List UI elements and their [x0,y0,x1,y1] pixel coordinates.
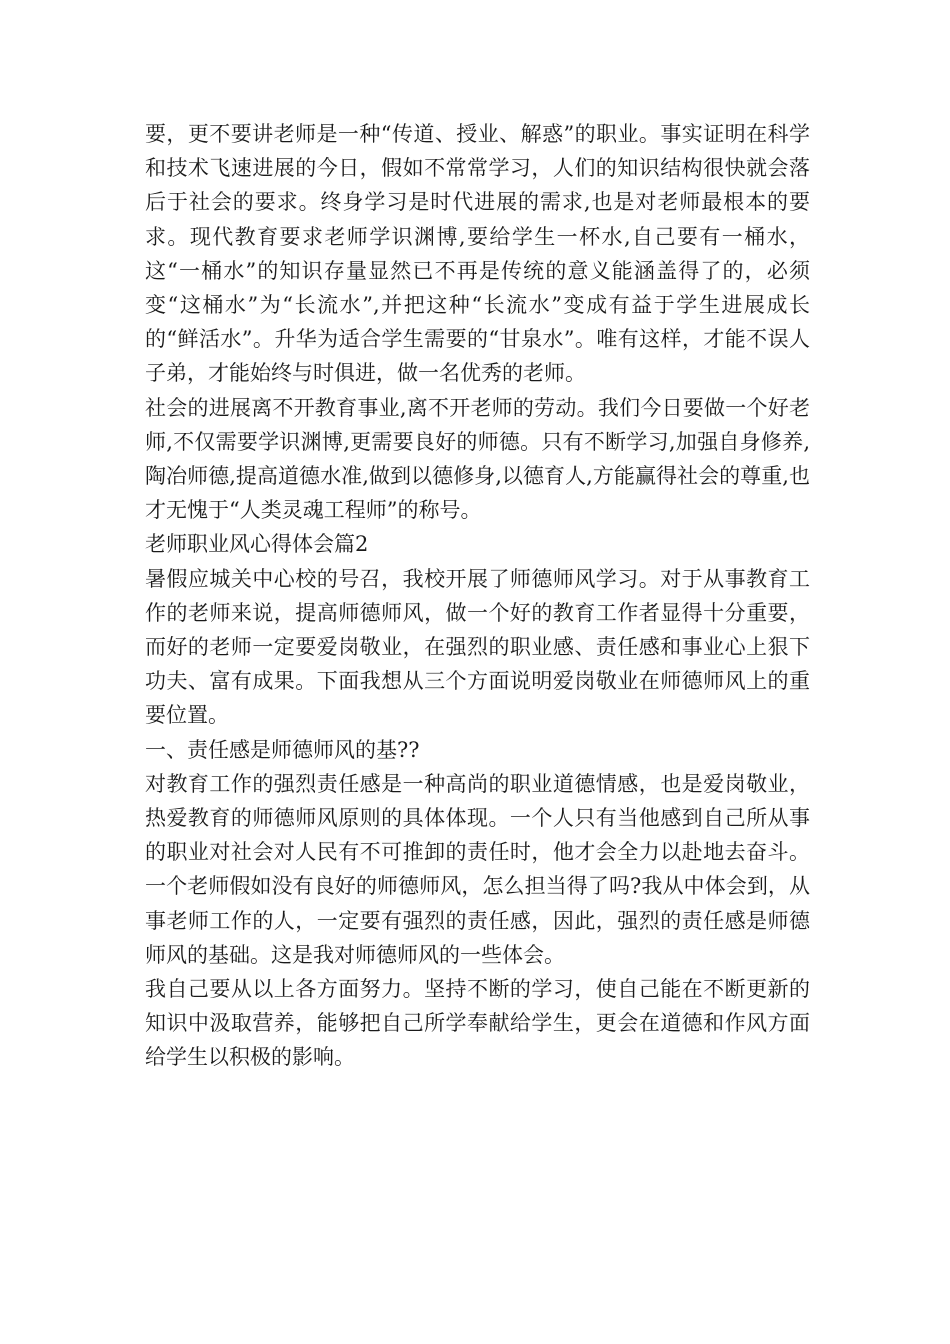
paragraph-social-development: 社会的进展离不开教育事业,离不开老师的劳动。我们今日要做一个好老师,不仅需要学识渊博,更需要良好的师德。只有不断学习,加强自身修养,陶冶师德,提高道德水准,做到以德修身,以德育人,方能赢得社会的尊重,也才无愧于“人类灵魂工程师”的称号。 [145,395,810,523]
paragraph-conclusion: 我自己要从以上各方面努力。坚持不断的学习，使自己能在不断更新的知识中汲取营养，能够把自己所学奉献给学生，更会在道德和作风方面给学生以积极的影响。 [145,977,810,1070]
paragraph-responsibility: 对教育工作的强烈责任感是一种高尚的职业道德情感，也是爱岗敬业，热爱教育的师德师风原则的具体体现。一个人只有当他感到自己所从事的职业对社会对人民有不可推卸的责任时，他才会全力以赴地去奋斗。一个老师假如没有良好的师德师风，怎么担当得了吗?我从中体会到，从事老师工作的人，一定要有强烈的责任感，因此，强烈的责任感是师德师风的基础。这是我对师德师风的一些体会。 [145,771,810,967]
section-heading: 老师职业风心得体会篇2 [145,532,369,557]
subsection-heading: 一、责任感是师德师风的基?? [145,737,420,762]
document-body [145,117,810,1075]
paragraph-summer-study: 暑假应城关中心校的号召，我校开展了师德师风学习。对于从事教育工作的老师来说，提高师德师风，做一个好的教育工作者显得十分重要，而好的老师一定要爱岗敬业，在强烈的职业感、责任感和事业心上狠下功夫、富有成果。下面我想从三个方面说明爱岗敬业在师德师风上的重要位置。 [145,566,810,728]
paragraph-continuation: 要，更不要讲老师是一种“传道、授业、解惑”的职业。事实证明在科学和技术飞速进展的今日，假如不常常学习，人们的知识结构很快就会落后于社会的要求。终身学习是时代进展的需求,也是对老师最根本的要求。现代教育要求老师学识渊博,要给学生一杯水,自己要有一桶水，这“一桶水”的知识存量显然已不再是传统的意义能涵盖得了的，必须变“这桶水”为“长流水”,并把这种“长流水”变成有益于学生进展成长的“鲜活水”。升华为适合学生需要的“甘泉水”。唯有这样，才能不误人子弟，才能始终与时俱进，做一名优秀的老师。 [145,122,810,386]
